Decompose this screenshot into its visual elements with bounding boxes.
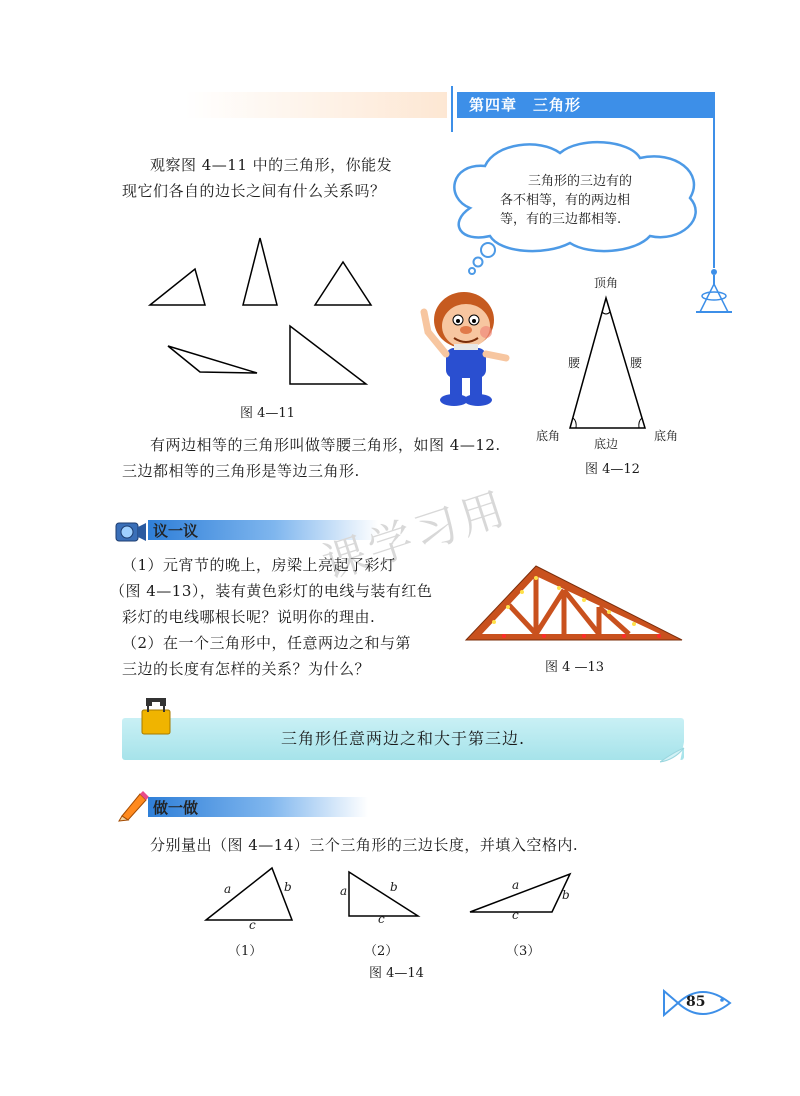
bubble-line-1: 三角形的三边有的 bbox=[528, 174, 633, 189]
pencil-icon bbox=[116, 788, 150, 822]
definition-line-2: 三边都相等的三角形是等边三角形. bbox=[122, 462, 360, 480]
margin-line bbox=[713, 118, 715, 268]
q1-line-3: 彩灯的电线哪根长呢？说明你的理由. bbox=[122, 608, 376, 626]
tri2-side-a: a bbox=[340, 884, 348, 898]
triangle-1 bbox=[206, 868, 292, 920]
base-angle-left-label: 底角 bbox=[536, 429, 561, 443]
fig-4-11-caption: 图 4—11 bbox=[240, 406, 295, 421]
triangle-2 bbox=[349, 872, 418, 916]
base-label: 底边 bbox=[594, 437, 619, 451]
apex-angle-label: 顶角 bbox=[594, 276, 619, 290]
q2-line-1: （2）在一个三角形中，任意两边之和与第 bbox=[122, 634, 412, 652]
tri2-side-c: c bbox=[378, 912, 385, 926]
triangle-2 bbox=[243, 238, 277, 305]
tri1-number: （1） bbox=[228, 944, 263, 959]
leg-right-label: 腰 bbox=[630, 356, 643, 370]
fig-4-12-caption: 图 4—12 bbox=[585, 462, 640, 477]
fig-4-11-triangles bbox=[140, 232, 380, 392]
triangle-1 bbox=[150, 269, 205, 305]
tri1-side-a: a bbox=[224, 882, 232, 896]
cartoon-character bbox=[414, 282, 524, 412]
q1-line-2: （图 4—13），装有黄色彩灯的电线与装有红色 bbox=[110, 582, 433, 600]
watermark: 课学习用 bbox=[316, 482, 515, 591]
tri3-side-a: a bbox=[512, 878, 520, 892]
page-number: 85 bbox=[686, 994, 706, 1010]
triangle-3 bbox=[315, 262, 371, 305]
fig-4-14-triangles bbox=[200, 862, 590, 932]
leg-left-label: 腰 bbox=[568, 356, 581, 370]
triangle-4 bbox=[168, 346, 257, 373]
triangle-3 bbox=[470, 874, 570, 912]
tri1-side-b: b bbox=[284, 880, 292, 894]
header-separator bbox=[451, 86, 453, 132]
intro-line-2: 现它们各自的边长之间有什么关系吗？ bbox=[122, 182, 386, 200]
fig-4-13-roof-truss bbox=[464, 562, 684, 646]
discuss-title: 议一议 bbox=[153, 522, 199, 540]
tri3-side-b: b bbox=[562, 888, 570, 902]
base-angle-right-label: 底角 bbox=[654, 429, 679, 443]
activity-title: 做一做 bbox=[153, 799, 199, 817]
bubble-text bbox=[500, 172, 690, 229]
activity-instruction: 分别量出（图 4—14）三个三角形的三边长度，并填入空格内. bbox=[150, 836, 579, 854]
chapter-header: 第四章 三角形 bbox=[457, 92, 715, 118]
bubble-line-3: 等，有的三边都相等. bbox=[500, 212, 622, 227]
q2-line-2: 三边的长度有怎样的关系？为什么？ bbox=[122, 660, 371, 678]
camera-icon bbox=[112, 515, 148, 547]
conclusion-text: 三角形任意两边之和大于第三边. bbox=[280, 729, 526, 748]
fig-4-13-caption: 图 4 —13 bbox=[545, 660, 605, 675]
tri1-side-c: c bbox=[249, 918, 256, 932]
tri2-side-b: b bbox=[390, 880, 398, 894]
header-decoration bbox=[185, 92, 447, 118]
triangle-5 bbox=[290, 326, 366, 384]
definition-line-1: 有两边相等的三角形叫做等腰三角形，如图 4—12. bbox=[150, 436, 501, 454]
intro-line-1: 观察图 4—11 中的三角形，你能发 bbox=[150, 156, 393, 174]
tri2-number: （2） bbox=[364, 944, 399, 959]
tri3-side-c: c bbox=[512, 908, 519, 922]
tri3-number: （3） bbox=[506, 944, 541, 959]
bubble-line-2: 各不相等，有的两边相 bbox=[500, 193, 631, 208]
q1-line-1: （1）元宵节的晚上，房梁上亮起了彩灯 bbox=[122, 556, 396, 574]
fig-4-14-caption: 图 4—14 bbox=[369, 966, 424, 981]
